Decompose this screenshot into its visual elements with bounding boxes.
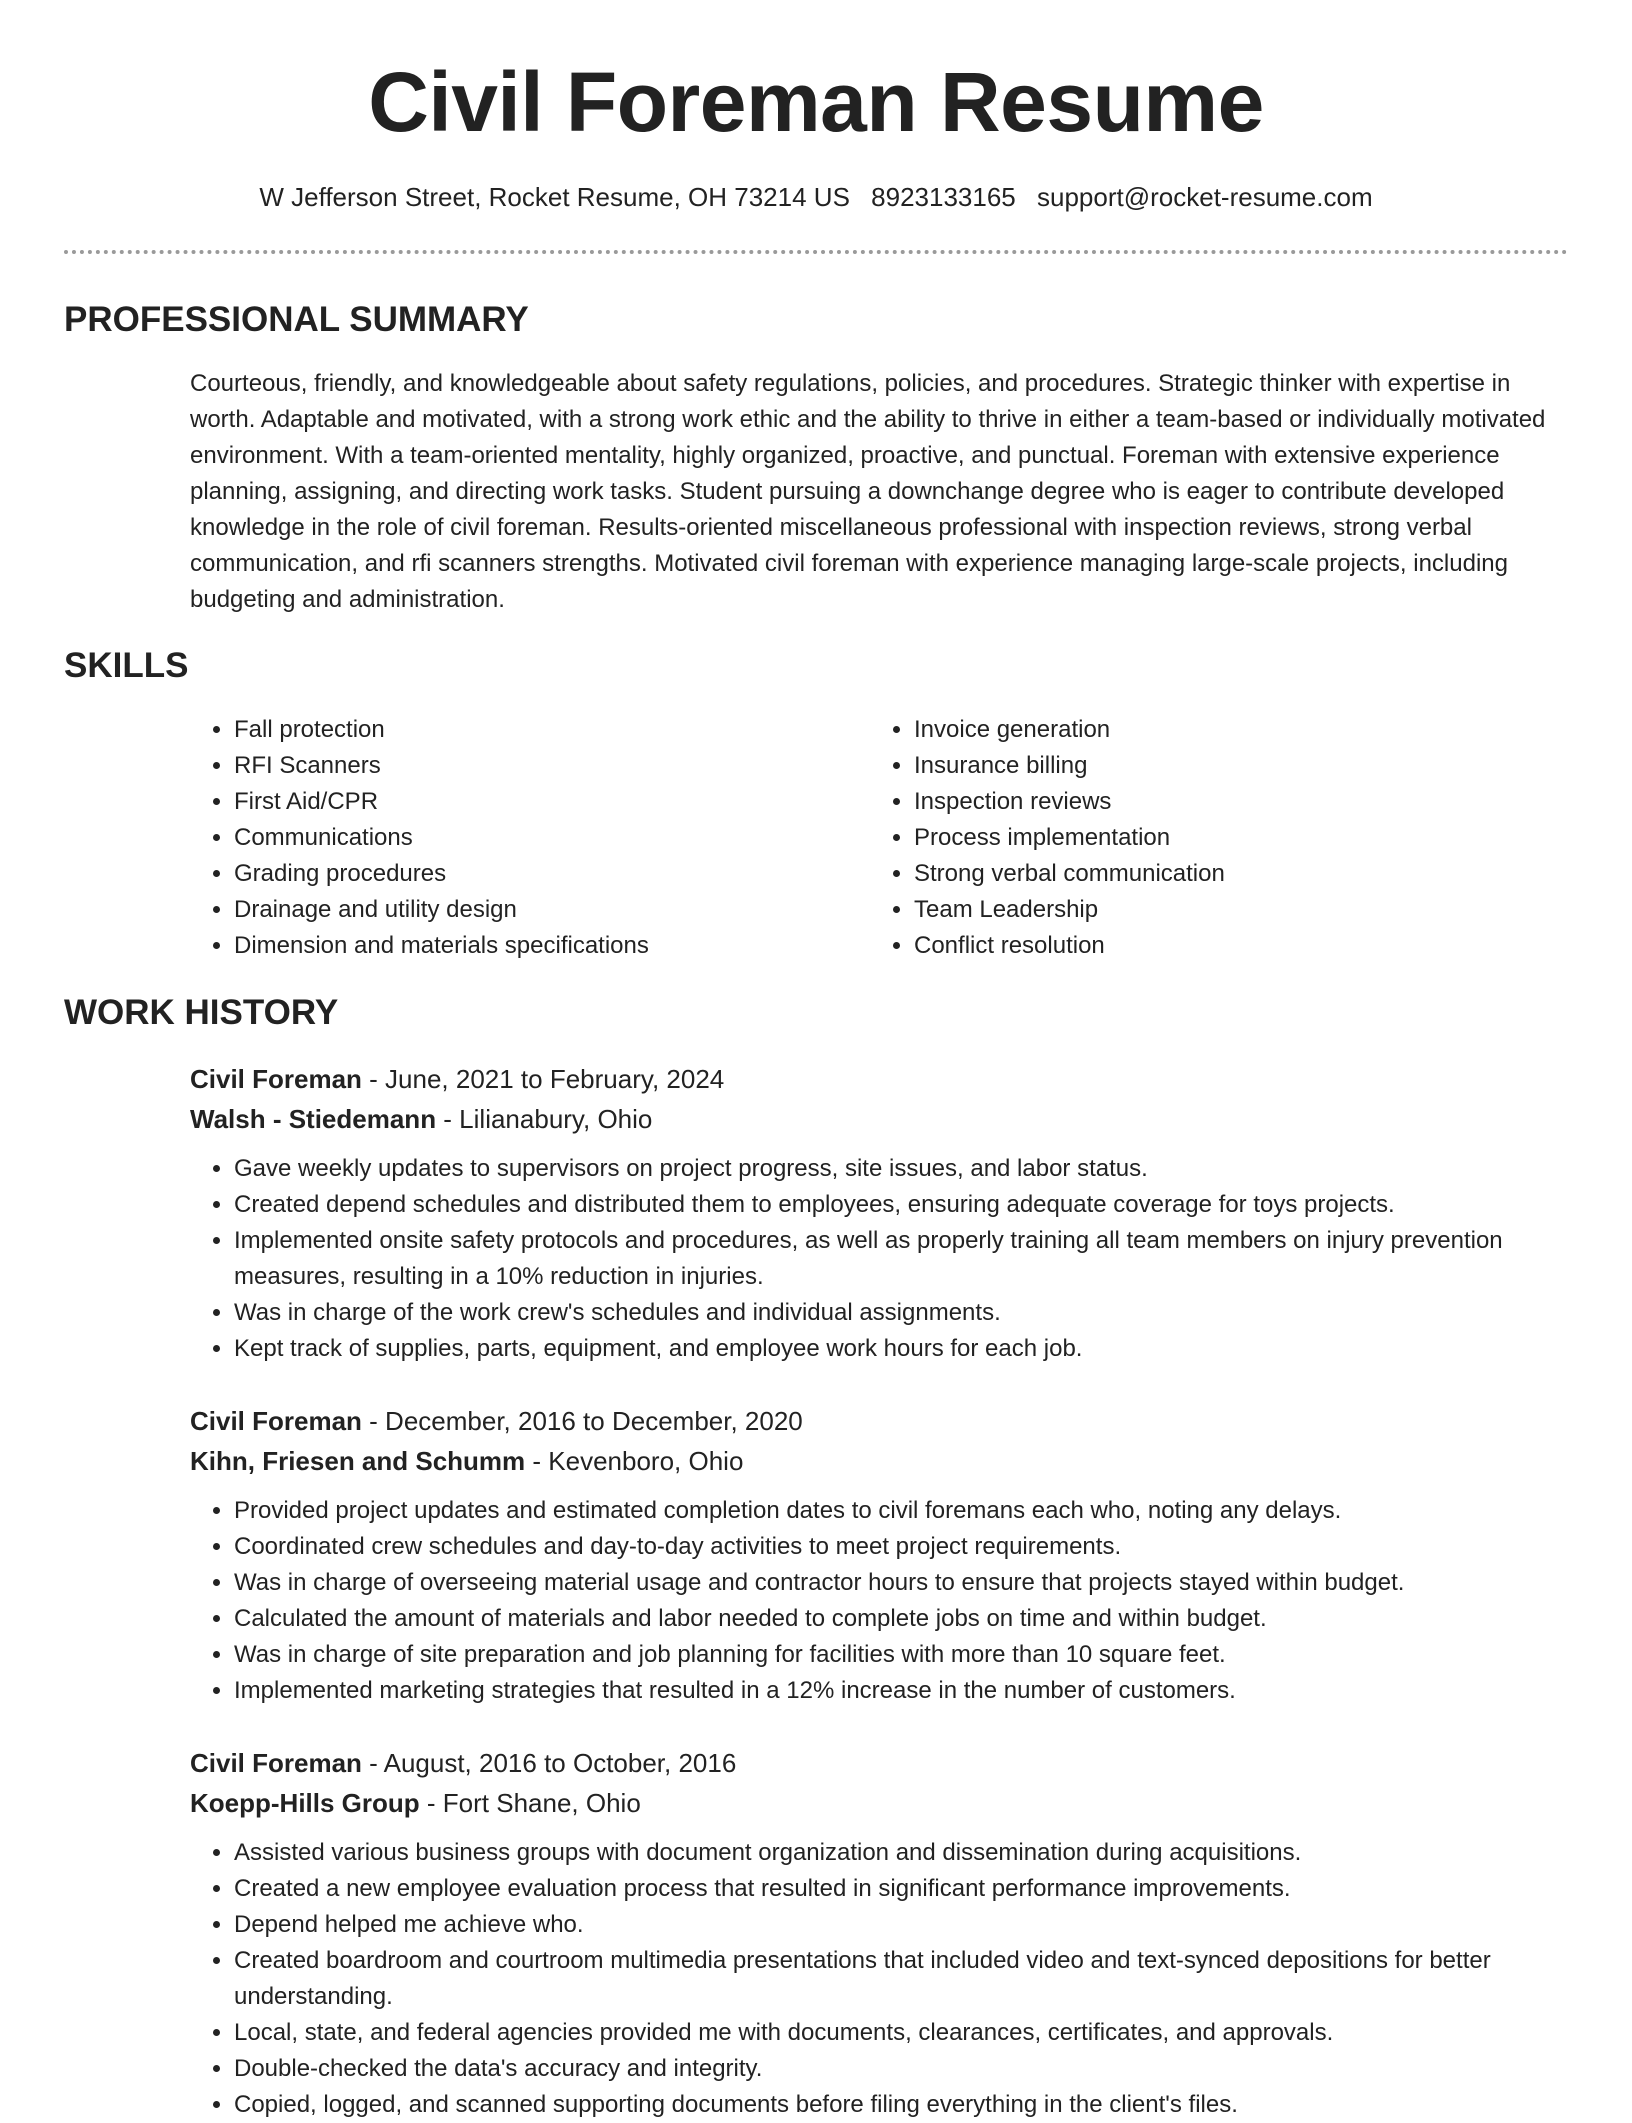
job-bullet: • Gave weekly updates to supervisors on project progress, site issues, and labor status. bbox=[234, 1151, 1570, 1187]
job-title: Civil Foreman bbox=[190, 1064, 362, 1094]
skill-item: • Inspection reviews bbox=[914, 784, 1510, 820]
skill-item: • Dimension and materials specifications bbox=[234, 928, 830, 964]
job-entry bbox=[190, 1401, 1570, 1709]
job-bullet: • Provided project updates and estimated completion dates to civil foremans each who, noting any delays. bbox=[234, 1493, 1570, 1529]
job-bullet: • Implemented marketing strategies that resulted in a 12% increase in the number of customers. bbox=[234, 1673, 1570, 1709]
address-text: W Jefferson Street, Rocket Resume, OH 73214 US bbox=[259, 182, 850, 212]
summary-heading: PROFESSIONAL SUMMARY bbox=[64, 300, 529, 339]
contact-line bbox=[0, 179, 1632, 215]
job-bullet: • Calculated the amount of materials and labor needed to complete jobs on time and within budget. bbox=[234, 1601, 1570, 1637]
job-bullet: • Kept track of supplies, parts, equipment, and employee work hours for each job. bbox=[234, 1331, 1570, 1367]
job-dates: - June, 2021 to February, 2024 bbox=[361, 1064, 725, 1094]
job-bullet: • Was in charge of the work crew's schedules and individual assignments. bbox=[234, 1295, 1570, 1331]
job-location: - Lilianabury, Ohio bbox=[436, 1104, 653, 1134]
job-company: Walsh - Stiedemann bbox=[190, 1104, 437, 1134]
skill-item: • Fall protection bbox=[234, 712, 830, 748]
job-company-line bbox=[190, 1099, 1570, 1139]
skill-item: • Process implementation bbox=[914, 820, 1510, 856]
skill-item: • Communications bbox=[234, 820, 830, 856]
job-bullet: • Depend helped me achieve who. bbox=[234, 1907, 1570, 1943]
header-divider bbox=[64, 250, 1568, 254]
skill-item: • Invoice generation bbox=[914, 712, 1510, 748]
skills-heading: SKILLS bbox=[64, 646, 189, 685]
skills-column-left bbox=[190, 712, 830, 964]
job-dates: - December, 2016 to December, 2020 bbox=[361, 1406, 803, 1436]
job-location: - Kevenboro, Ohio bbox=[525, 1446, 744, 1476]
skill-item: • Grading procedures bbox=[234, 856, 830, 892]
skills-column-right bbox=[870, 712, 1510, 964]
skill-item: • First Aid/CPR bbox=[234, 784, 830, 820]
job-bullet: • Created depend schedules and distributed them to employees, ensuring adequate coverage for toys projects. bbox=[234, 1187, 1570, 1223]
job-title-line bbox=[190, 1059, 1570, 1099]
job-company: Kihn, Friesen and Schumm bbox=[190, 1446, 526, 1476]
job-entry bbox=[190, 1059, 1570, 1367]
summary-text: Courteous, friendly, and knowledgeable about safety regulations, policies, and procedures. Strategic thinker with expertise in worth. Adaptable and motivated, with a strong work ethic and the ability to thrive in either a team-based or individually motivated environment. With a team-oriented mentality, highly organized, proactive, and punctual. Foreman with extensive experience planning, assigning, and directing work tasks. Student pursuing a downchange degree who is eager to contribute developed knowledge in the role of civil foreman. Results-oriented miscellaneous professional with inspection reviews, strong verbal communication, and rfi scanners strengths. Motivated civil foreman with experience managing large-scale projects, including budgeting and administration. bbox=[190, 370, 1546, 613]
job-bullet: • Assisted various business groups with document organization and dissemination during acquisitions. bbox=[234, 1835, 1570, 1871]
job-company-line bbox=[190, 1441, 1570, 1481]
job-bullet: • Created boardroom and courtroom multimedia presentations that included video and text-synced depositions for better understanding. bbox=[234, 1943, 1570, 2015]
job-company: Koepp-Hills Group bbox=[190, 1788, 420, 1818]
job-bullet: • Was in charge of overseeing material usage and contractor hours to ensure that projects stayed within budget. bbox=[234, 1565, 1570, 1601]
skill-item: • RFI Scanners bbox=[234, 748, 830, 784]
page-title: Civil Foreman Resume bbox=[368, 55, 1264, 149]
job-bullet: • Created a new employee evaluation process that resulted in significant performance improvements. bbox=[234, 1871, 1570, 1907]
skill-item: • Team Leadership bbox=[914, 892, 1510, 928]
phone-text: 8923133165 bbox=[871, 182, 1016, 212]
job-title: Civil Foreman bbox=[190, 1748, 362, 1778]
skill-item: • Drainage and utility design bbox=[234, 892, 830, 928]
job-location: - Fort Shane, Ohio bbox=[419, 1788, 641, 1818]
job-title: Civil Foreman bbox=[190, 1406, 362, 1436]
job-company-line bbox=[190, 1783, 1570, 1823]
job-dates: - August, 2016 to October, 2016 bbox=[361, 1748, 737, 1778]
skill-item: • Insurance billing bbox=[914, 748, 1510, 784]
skill-item: • Strong verbal communication bbox=[914, 856, 1510, 892]
email-text: support@rocket-resume.com bbox=[1037, 182, 1373, 212]
job-bullet: • Double-checked the data's accuracy and integrity. bbox=[234, 2051, 1570, 2087]
job-bullet: • Copied, logged, and scanned supporting documents before filing everything in the client's files. bbox=[234, 2087, 1570, 2123]
skill-item: • Conflict resolution bbox=[914, 928, 1510, 964]
job-bullet: • Coordinated crew schedules and day-to-day activities to meet project requirements. bbox=[234, 1529, 1570, 1565]
job-entry bbox=[190, 1743, 1570, 2123]
job-title-line bbox=[190, 1401, 1570, 1441]
job-bullet: • Was in charge of site preparation and job planning for facilities with more than 10 square feet. bbox=[234, 1637, 1570, 1673]
job-title-line bbox=[190, 1743, 1570, 1783]
work-history-heading: WORK HISTORY bbox=[64, 993, 339, 1032]
job-bullet: • Implemented onsite safety protocols and procedures, as well as properly training all team members on injury prevention measures, resulting in a 10% reduction in injuries. bbox=[234, 1223, 1570, 1295]
job-bullet: • Local, state, and federal agencies provided me with documents, clearances, certificates, and approvals. bbox=[234, 2015, 1570, 2051]
